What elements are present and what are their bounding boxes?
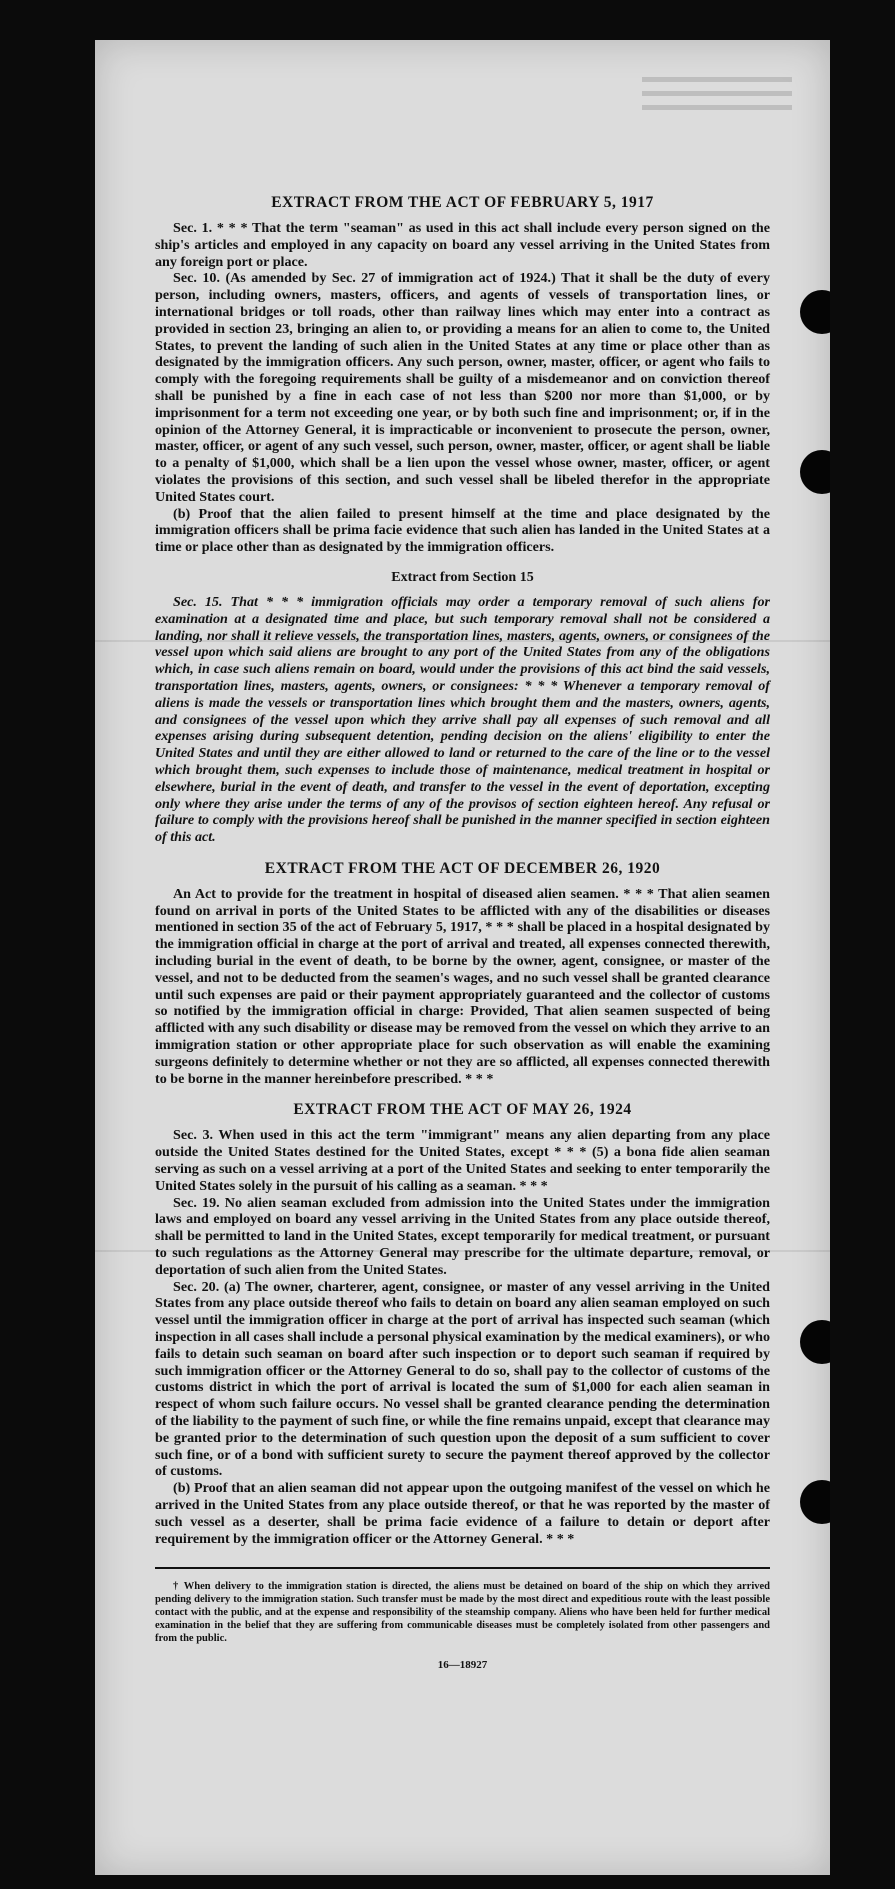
section-title-act-1917: EXTRACT FROM THE ACT OF FEBRUARY 5, 1917 (271, 194, 654, 211)
paragraph-sec-1: Sec. 1. * * * That the term "seaman" as used in this act shall include every person signed on the ship's articles and employed in any capacity on board any vessel arriving in the United States from any foreign port or place. (155, 220, 770, 270)
punch-hole (800, 1480, 830, 1524)
section-title-section-15: Extract from Section 15 (391, 569, 534, 585)
paragraph-act-1920: An Act to provide for the treatment in hospital of diseased alien seamen. * * * That alien seamen found on arrival in ports of the United States to be afflicted with any of the disabilities or diseases mentioned in section 35 of the act of February 5, 1917, * * * shall be placed in a hospital designated by the immigration official in charge at the port of arrival and treated, all expenses connected therewith, including burial in the event of death, to be borne by the owner, agent, consignee, or master of the vessel, and not to be deducted from the seamen's wages, and no such vessel shall be granted clearance until such expenses are paid or their payment appropriately guaranteed and the collector of customs so notified by the immigration official in charge: Provided, That alien seamen suspected of being afflicted with any such disability or disease may be removed from the vessel on which they arrive to an immigration station or other appropriate place for such observation as will enable the examining surgeons definitely to determine whether or not they are so afflicted, all expenses connected therewith to be borne in the manner hereinbefore prescribed. * * * (155, 885, 770, 1087)
faded-header-text (642, 68, 792, 128)
paragraph-sec-15: Sec. 15. That * * * immigration officials may order a temporary removal of such aliens for examination at a designated time and place, but such temporary removal shall not be considered a landing, nor shall it relieve vessels, the transportation lines, masters, agents, owners, or consignees of the vessel upon which said aliens are brought to any port of the United States from any of the obligations which, in case such aliens remain on board, would under the provisions of this act bind the said vessels, transportation lines, masters, agents, owners, or consignees: * * * Whenever a temporary removal of aliens is made the vessels or transportation lines which brought them and the masters, owners, agents, and consignees of the vessel upon which they arrive shall pay all expenses of such removal and all expenses arising during subsequent detention, pending decision on the aliens' eligibility to enter the United States and until they are either allowed to land or returned to the care of the line or to the vessel which brought them, such expenses to include those of maintenance, medical treatment in hospital or elsewhere, burial in the event of death, and transfer to the vessel in the event of deportation, excepting only where they arise under the terms of any of the provisos of section eighteen hereof. Any refusal or failure to comply with the provisions hereof shall be punished in the manner specified in section eighteen of this act. (155, 593, 770, 846)
section-title-act-1920: EXTRACT FROM THE ACT OF DECEMBER 26, 1920 (264, 859, 661, 877)
document-body (155, 180, 770, 1671)
paragraph-sec-10: Sec. 10. (As amended by Sec. 27 of immigration act of 1924.) That it shall be the duty of every person, including owners, masters, officers, and agents of vessels of transportation lines, or international bridges or toll roads, other than railway lines which may enter into a contract as provided in section 23, bringing an alien to, or providing a means for an alien to come to, the United States, to prevent the landing of such alien in the United States at any time or place other than as designated by the immigration officers. Any such person, owner, master, officer, or agent who fails to comply with the foregoing requirements shall be guilty of a misdemeanor and on conviction thereof shall be punished by a fine in each case of not less than $200 nor more than $1,000, or by imprisonment for a term not exceeding one year, or by both such fine and imprisonment; or, if in the opinion of the Attorney General, it is impracticable or inconvenient to prosecute the person, owner, master, officer, or agent of any such vessel, such person, owner, master, officer, or agent shall be liable to a penalty of $1,000, which shall be a lien upon the vessel whose owner, master, officer, or agent violates the provisions of this section, and such vessel shall be libeled therefor in the appropriate United States court. (155, 270, 770, 505)
punch-hole (800, 290, 830, 334)
punch-hole (800, 1320, 830, 1364)
paragraph-sec-20b: (b) Proof that an alien seaman did not appear upon the outgoing manifest of the vessel on which he arrived in the United States from any place outside thereof, or that he was reported by the master of such vessel as a deserter, shall be prima facie evidence of a failure to detain or deport after requirement by the immigration officer or the Attorney General. * * * (155, 1480, 770, 1547)
punch-hole (800, 450, 830, 494)
paragraph-sec-10b: (b) Proof that the alien failed to present himself at the time and place designated by the immigration officers shall be prima facie evidence that such alien has landed in the United States at a time or place other than as designated by the immigration officers. (155, 505, 770, 556)
footnote-divider (155, 1567, 770, 1569)
document-page (95, 40, 830, 1875)
paragraph-sec-20a: Sec. 20. (a) The owner, charterer, agent, consignee, or master of any vessel arriving in the United States from any place outside thereof who fails to detain on board any alien seaman employed on such vessel until the immigration officer in charge at the port of arrival has inspected such seaman (which inspection in all cases shall include a personal physical examination by the medical examiners), or who fails to detain such seaman on board after such inspection or to deport such seaman if required by such immigration officer or the Attorney General to do so, shall pay to the collector of customs of the customs district in which the port of arrival is located the sum of $1,000 for each alien seaman in respect of whom such failure occurs. No vessel shall be granted clearance pending the determination of the liability to the payment of such fine, or while the fine remains unpaid, except that clearance may be granted prior to the determination of such question upon the deposit of a sum sufficient to cover such fine, or of a bond with sufficient surety to secure the payment thereof approved by the collector of customs. (155, 1278, 770, 1480)
paragraph-sec-3: Sec. 3. When used in this act the term "immigrant" means any alien departing from any place outside the United States destined for the United States, except * * * (5) a bona fide alien seaman serving as such on a vessel arriving at a port of the United States and seeking to enter temporarily the United States solely in the pursuit of his calling as a seaman. * * * (155, 1127, 770, 1194)
paragraph-sec-19: Sec. 19. No alien seaman excluded from admission into the United States under the immigration laws and employed on board any vessel arriving in the United States from any place outside thereof, shall be permitted to land in the United States, except temporarily for medical treatment, or pursuant to such regulations as the Attorney General may prescribe for the ultimate departure, removal, or deportation of such alien from the United States. (155, 1194, 770, 1278)
footnote (155, 1581, 770, 1645)
form-code: 16—18927 (437, 1659, 488, 1672)
section-title-act-1924: EXTRACT FROM THE ACT OF MAY 26, 1924 (293, 1101, 632, 1119)
footnote-text: † When delivery to the immigration station is directed, the aliens must be detained on board of the ship on which they arrived pending delivery to the immigration station. Such transfer must be made by the most direct and expeditious route with the least possible contact with the public, and at the expense and responsibility of the steamship company. Aliens who have been held for further medical examination in the belief that they are suffering from communicable diseases must be completely isolated from other passengers and from the public. (155, 1581, 770, 1644)
